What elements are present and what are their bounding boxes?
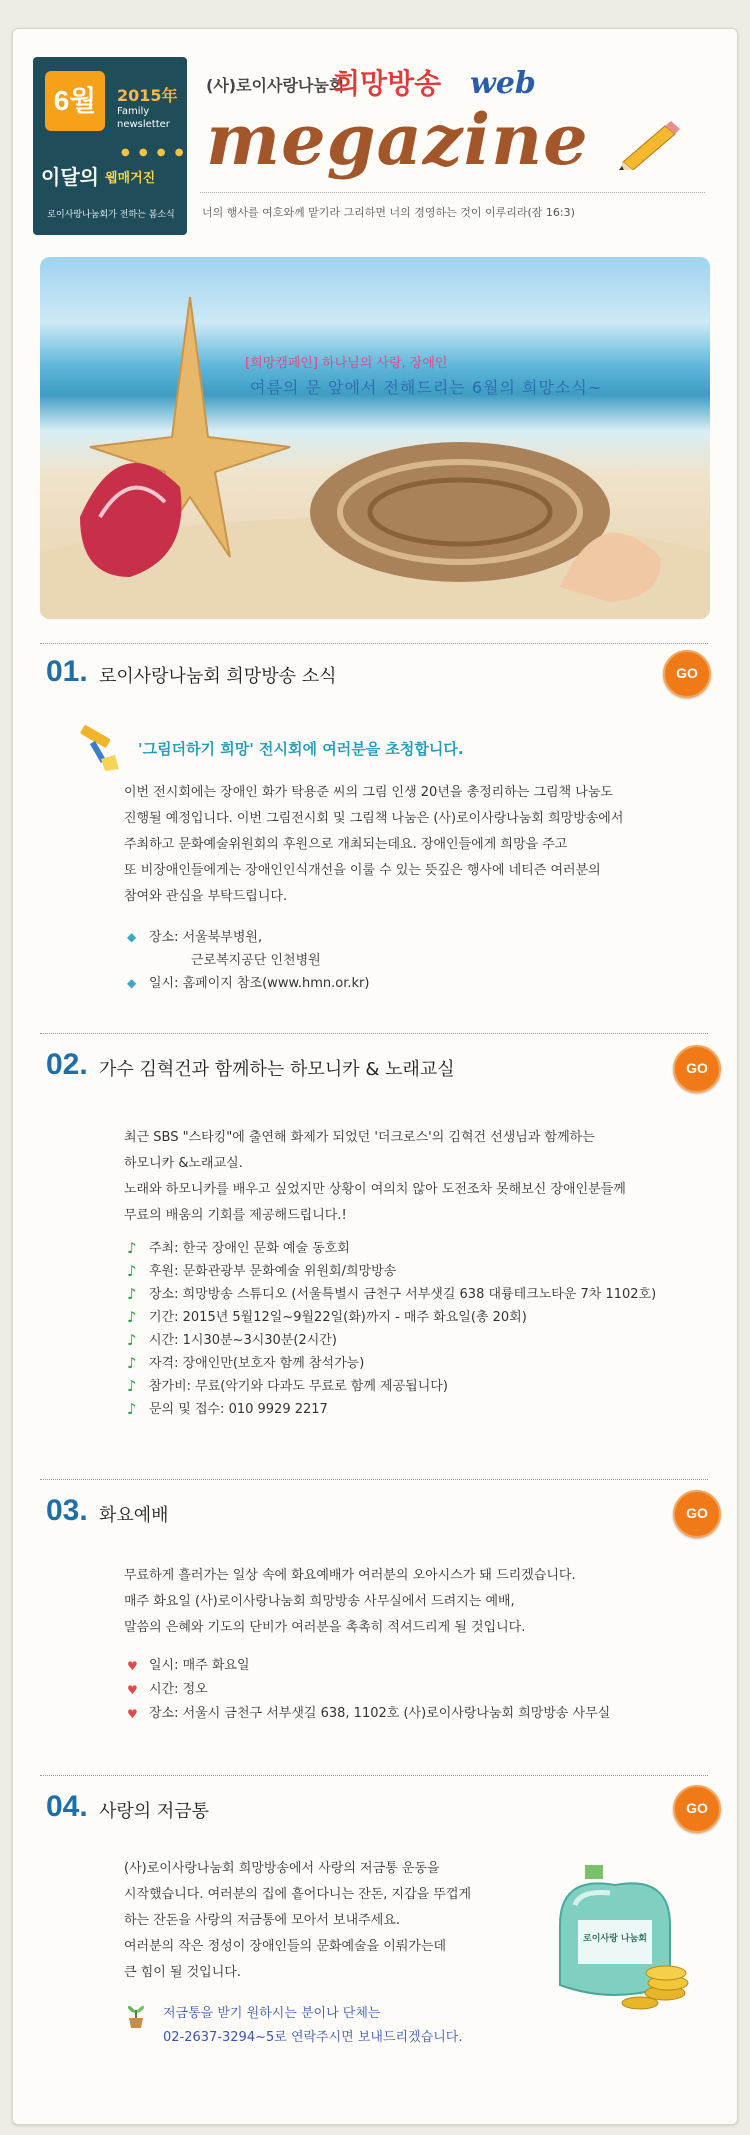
contact-line: 02-2637-3294~5로 연락주시면 보내드리겠습니다. xyxy=(163,2030,463,2045)
paragraph-line: 하모니카 &노래교실. xyxy=(124,1156,243,1171)
detail-text: 근로복지공단 인천병원 xyxy=(191,953,321,968)
detail-row xyxy=(127,1398,707,1421)
badge-dots: ● ● ● ● xyxy=(121,147,187,158)
section-title: 화요예배 xyxy=(99,1505,169,1526)
section-number: 01. xyxy=(46,655,88,688)
section-divider xyxy=(40,1775,708,1776)
bible-verse: 너의 행사를 여호와께 맡기라 그리하면 너의 경영하는 것이 이루리라(잠 16:3) xyxy=(202,206,575,219)
gem-bullet-icon: ◆ xyxy=(127,930,137,944)
detail-text: 장소: 서울시 금천구 서부샛길 638, 1102호 (사)로이사랑나눔회 희망방송 사무실 xyxy=(149,1706,611,1721)
brand-name: 희망방송 xyxy=(333,67,442,100)
paragraph-line: 노래와 하모니카를 배우고 싶었지만 상황이 여의치 않아 도전조차 못해보신 장애인분들께 xyxy=(124,1182,626,1197)
gem-bullet-icon: ◆ xyxy=(127,976,137,990)
detail-row xyxy=(127,1237,707,1260)
contact-info xyxy=(163,2002,462,2050)
rattan-ball-icon xyxy=(310,442,610,582)
section-number: 03. xyxy=(46,1494,88,1527)
hero-headline: 여름의 문 앞에서 전해드리는 6월의 희망소식~ xyxy=(250,378,603,397)
issue-month: 6월 xyxy=(45,71,105,131)
music-note-icon: ♪ xyxy=(127,1308,137,1326)
section-4-paragraph xyxy=(124,1856,544,1986)
paragraph-line: 주최하고 문화예술위원회의 후원으로 개최되는데요. 장애인들에게 희망을 주고 xyxy=(124,837,568,852)
music-note-icon: ♪ xyxy=(127,1354,137,1372)
paragraph-line: 무료하게 흘러가는 일상 속에 화요예배가 여러분의 오아시스가 돼 드리겠습니다. xyxy=(124,1568,576,1583)
badge-title-main: 이달의 xyxy=(41,165,99,189)
music-note-icon: ♪ xyxy=(127,1400,137,1418)
section-title: 가수 김혁건과 함께하는 하모니카 & 노래교실 xyxy=(99,1059,455,1080)
heart-bullet-icon: ♥ xyxy=(127,1659,138,1673)
org-name: (사)로이사랑나눔회 xyxy=(206,76,345,95)
paragraph-line: 참여와 관심을 부탁드립니다. xyxy=(124,889,288,904)
music-note-icon: ♪ xyxy=(127,1239,137,1257)
paragraph-line: 최근 SBS "스타킹"에 출연해 화제가 되었던 '더크로스'의 김혁건 선생님과 함께하는 xyxy=(124,1130,595,1145)
detail-row xyxy=(127,1352,707,1375)
paragraph-line: 시작했습니다. 여러분의 집에 흩어다니는 잔돈, 지갑을 뚜껍게 xyxy=(124,1887,472,1902)
section-number: 02. xyxy=(46,1048,88,1081)
section-title: 로이사랑나눔회 희망방송 소식 xyxy=(99,666,337,687)
detail-row xyxy=(127,949,707,972)
header-divider xyxy=(200,192,705,193)
detail-text: 일시: 매주 화요일 xyxy=(149,1658,250,1673)
detail-text: 장소: 희망방송 스튜디오 (서울특별시 금천구 서부샛길 638 대륭테크노타운 7차 1102호) xyxy=(149,1287,657,1302)
paragraph-line: 무료의 배움의 기회를 제공해드립니다.! xyxy=(124,1208,347,1223)
section-2-details xyxy=(127,1237,707,1421)
section-divider xyxy=(40,643,708,644)
detail-row xyxy=(127,1260,707,1283)
detail-row xyxy=(127,926,707,949)
section-number: 04. xyxy=(46,1790,88,1823)
detail-text: 시간: 정오 xyxy=(149,1682,208,1697)
web-label: web xyxy=(470,66,536,101)
section-2-paragraph xyxy=(124,1125,684,1229)
magazine-title: megazine xyxy=(206,98,589,181)
detail-row xyxy=(127,1329,707,1352)
paragraph-line: 여러분의 작은 정성이 장애인들의 문화예술을 이뤄가는데 xyxy=(124,1939,447,1954)
paragraph-line: 말씀의 은혜와 기도의 단비가 여러분을 촉촉히 적셔드리게 될 것입니다. xyxy=(124,1620,526,1635)
detail-text: 시간: 1시30분~3시30분(2시간) xyxy=(149,1333,337,1348)
section-divider xyxy=(40,1479,708,1480)
section-1-details xyxy=(127,926,707,995)
section-title: 사랑의 저금통 xyxy=(99,1801,210,1822)
detail-row xyxy=(127,1283,707,1306)
heart-bullet-icon: ♥ xyxy=(127,1707,138,1721)
campaign-label: [희망캠페인] 하나님의 사랑, 장애인 xyxy=(245,356,448,371)
detail-row xyxy=(127,972,707,995)
hero-banner xyxy=(40,257,710,619)
detail-text: 기간: 2015년 5월12일~9월22일(화)까지 - 매주 화요일(총 20회) xyxy=(149,1310,527,1325)
detail-row xyxy=(127,1306,707,1329)
issue-year: 2015年 xyxy=(117,86,178,105)
paragraph-line: 이번 전시회에는 장애인 화가 탁용준 씨의 그림 인생 20년을 총정리하는 그림책 나눔도 xyxy=(124,785,613,800)
paragraph-line: 큰 힘이 될 것입니다. xyxy=(124,1965,241,1980)
music-note-icon: ♪ xyxy=(127,1331,137,1349)
music-note-icon: ♪ xyxy=(127,1377,137,1395)
detail-text: 참가비: 무료(악기와 다과도 무료로 함께 제공됩니다) xyxy=(149,1379,448,1394)
music-note-icon: ♪ xyxy=(127,1285,137,1303)
coin-box-label: 로이사랑 나눔회 xyxy=(583,1934,647,1944)
badge-subtitle: 로이사랑나눔회가 전하는 봄소식 xyxy=(47,210,175,220)
section-3-paragraph xyxy=(124,1563,684,1641)
beach-illustration xyxy=(40,257,710,619)
go-button-section-4[interactable]: GO xyxy=(673,1785,721,1833)
paragraph-line: 또 비장애인들에게는 장애인인식개선을 이룰 수 있는 뜻깊은 행사에 네티즌 여러분의 xyxy=(124,863,601,878)
brush-icon xyxy=(75,725,125,775)
contact-line: 저금통을 받기 원하시는 분이나 단체는 xyxy=(163,2006,381,2021)
section-divider xyxy=(40,1033,708,1034)
detail-row xyxy=(127,1678,707,1702)
detail-text: 자격: 장애인만(보호자 함께 참석가능) xyxy=(149,1356,365,1371)
badge-title-sub: 웹매거진 xyxy=(105,171,156,186)
piggy-bank-icon xyxy=(540,1865,695,2015)
detail-text: 일시: 홈페이지 참조(www.hmn.or.kr) xyxy=(149,976,370,991)
go-button-section-1[interactable]: GO xyxy=(663,650,711,698)
detail-text: 주최: 한국 장애인 문화 예술 동호회 xyxy=(149,1241,350,1256)
detail-row xyxy=(127,1654,707,1678)
issue-badge xyxy=(33,57,187,235)
paragraph-line: 진행될 예정입니다. 이번 그림전시회 및 그림책 나눔은 (사)로이사랑나눔회 희망방송에서 xyxy=(124,811,624,826)
detail-row xyxy=(127,1375,707,1398)
sprout-icon xyxy=(126,1998,146,2028)
music-note-icon: ♪ xyxy=(127,1262,137,1280)
paragraph-line: 매주 화요일 (사)로이사랑나눔회 희망방송 사무실에서 드려지는 예배, xyxy=(124,1594,515,1609)
paragraph-line: 하는 잔돈을 사랑의 저금통에 모아서 보내주세요. xyxy=(124,1913,400,1928)
invite-title: '그림더하기 희망' 전시회에 여러분을 초청합니다. xyxy=(138,740,464,758)
detail-text: 장소: 서울북부병원, xyxy=(149,930,263,945)
section-1-paragraph xyxy=(124,780,684,910)
heart-bullet-icon: ♥ xyxy=(127,1683,138,1697)
paragraph-line: (사)로이사랑나눔회 희망방송에서 사랑의 저금통 운동을 xyxy=(124,1861,440,1876)
detail-text: 후원: 문화관광부 문화예술 위원회/희망방송 xyxy=(149,1264,397,1279)
detail-text: 문의 및 접수: 010 9929 2217 xyxy=(149,1402,328,1417)
family-newsletter-label: Family newsletter xyxy=(117,106,170,130)
go-button-section-2[interactable]: GO xyxy=(673,1045,721,1093)
go-button-section-3[interactable]: GO xyxy=(673,1490,721,1538)
section-3-details xyxy=(127,1654,707,1726)
detail-row xyxy=(127,1702,707,1726)
pencil-icon xyxy=(615,120,685,170)
